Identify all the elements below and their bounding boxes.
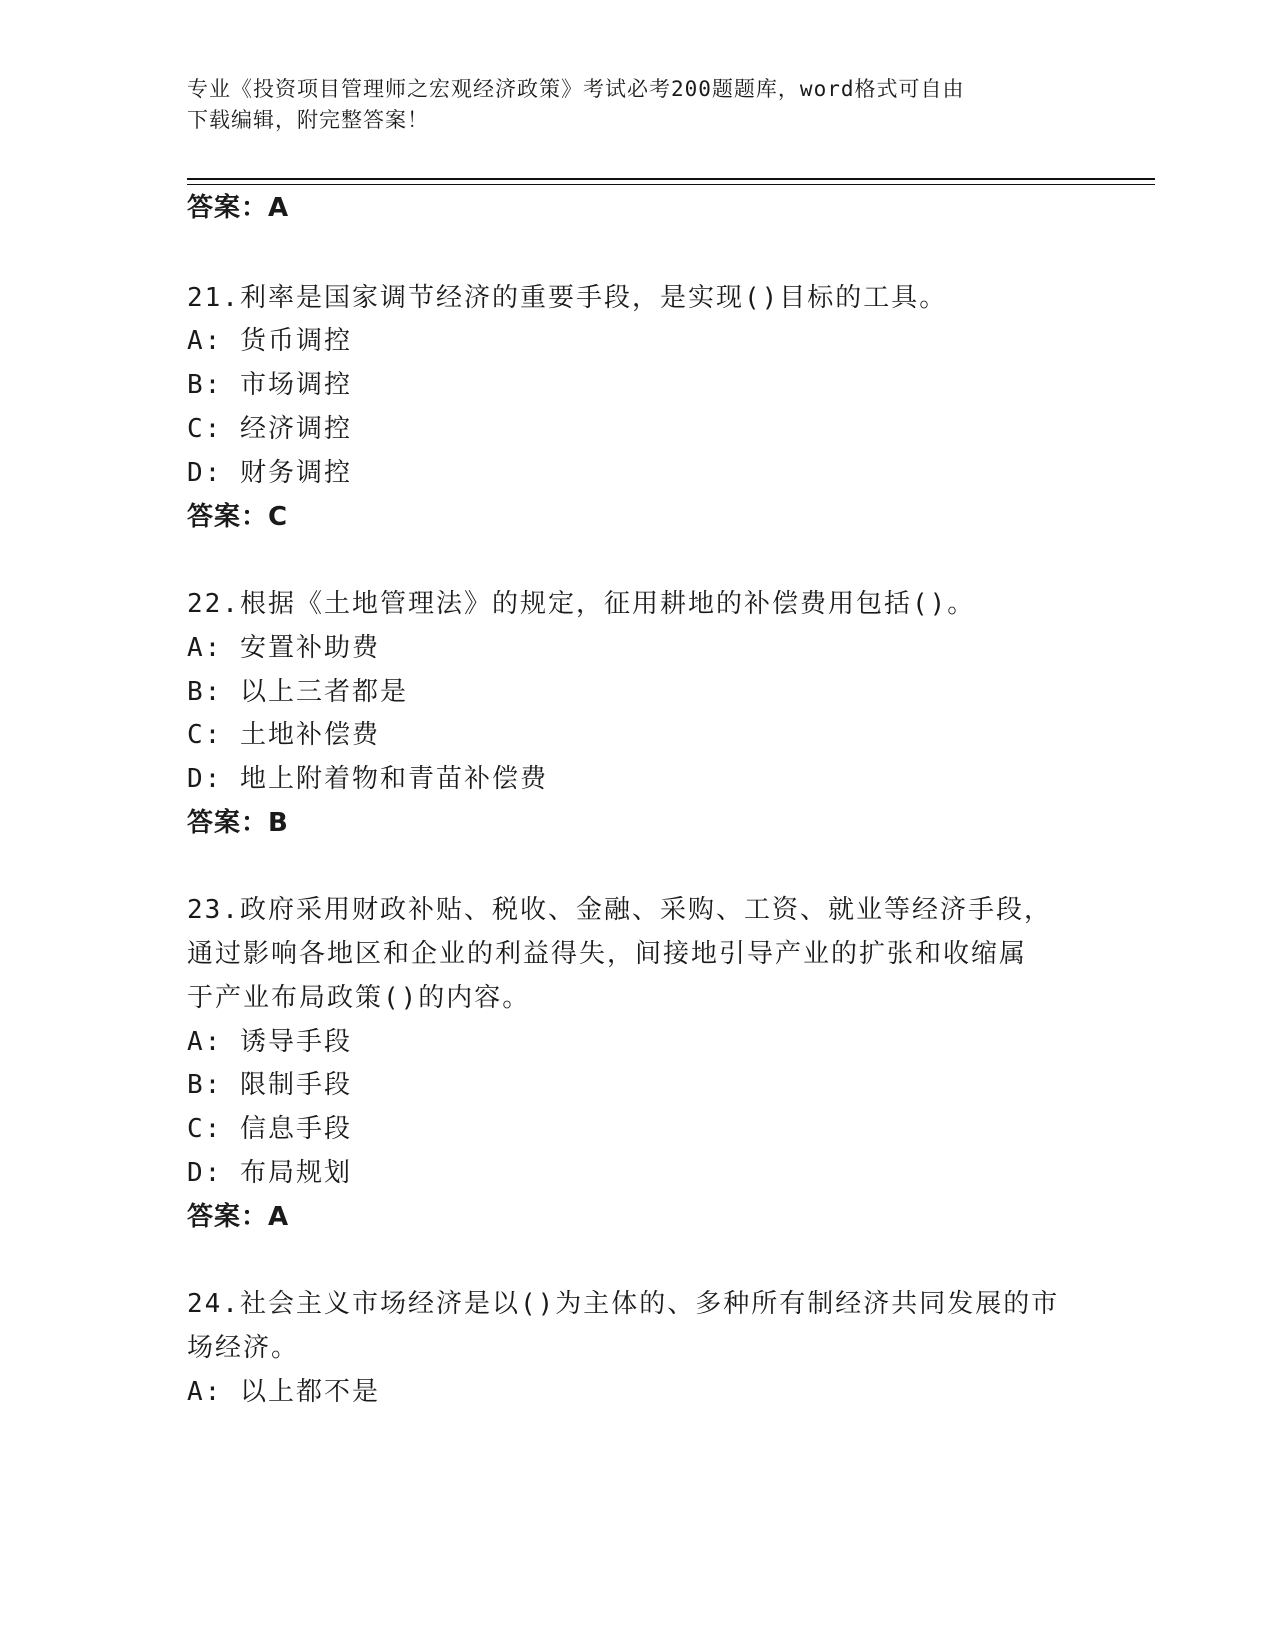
question-23-option-a: A: 诱导手段 [187,1027,352,1057]
question-22-answer: 答案：B [187,808,289,838]
header-divider-thin [187,184,1155,185]
question-23-text-line-3: 于产业布局政策()的内容。 [187,983,531,1013]
question-22-option-d: D: 地上附着物和青苗补偿费 [187,764,548,794]
question-21-option-b: B: 市场调控 [187,370,352,400]
question-21-text: 21.利率是国家调节经济的重要手段，是实现()目标的工具。 [187,283,948,313]
question-23-text-line-1: 23.政府采用财政补贴、税收、金融、采购、工资、就业等经济手段， [187,895,1052,925]
question-22-option-b: B: 以上三者都是 [187,677,408,707]
question-21-option-a: A: 货币调控 [187,326,352,356]
question-23-option-b: B: 限制手段 [187,1070,352,1100]
question-21-answer: 答案：C [187,502,289,532]
question-23-option-c: C: 信息手段 [187,1114,352,1144]
previous-answer: 答案：A [187,193,290,223]
document-header [187,74,1087,136]
question-22-text: 22.根据《土地管理法》的规定，征用耕地的补偿费用包括()。 [187,589,976,619]
question-24-text-line-1: 24.社会主义市场经济是以()为主体的、多种所有制经济共同发展的市 [187,1289,1060,1319]
question-22-option-a: A: 安置补助费 [187,633,380,663]
question-23-text-line-2: 通过影响各地区和企业的利益得失，间接地引导产业的扩张和收缩属 [187,939,1028,969]
question-24-text-line-2: 场经济。 [187,1333,300,1363]
question-24-option-a: A: 以上都不是 [187,1377,380,1407]
question-22-option-c: C: 土地补偿费 [187,720,380,750]
header-divider-thick [187,178,1155,180]
header-line-2: 下载编辑，附完整答案！ [187,108,429,132]
question-23-answer: 答案：A [187,1202,290,1232]
question-23-option-d: D: 布局规划 [187,1158,352,1188]
question-21-option-c: C: 经济调控 [187,414,352,444]
header-line-1: 专业《投资项目管理师之宏观经济政策》考试必考200题题库，word格式可自由 [187,77,965,101]
question-21-option-d: D: 财务调控 [187,458,352,488]
